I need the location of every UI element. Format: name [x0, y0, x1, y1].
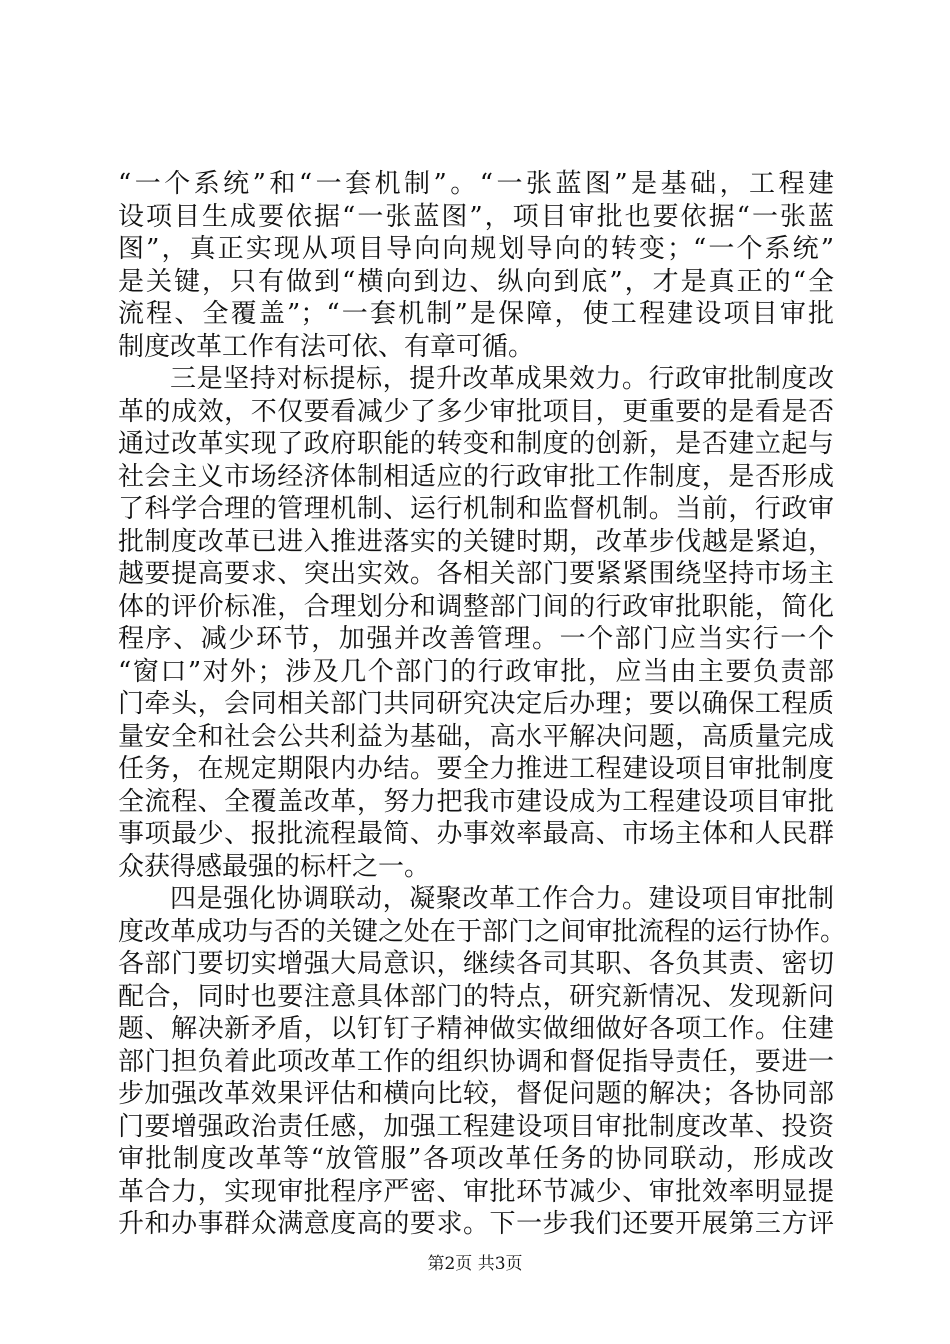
text-line: 三是坚持对标提标，提升改革成果效力。行政审批制度改	[170, 364, 834, 394]
text-line: 是关键，只有做到“横向到边、纵向到底”，才是真正的“全	[118, 266, 834, 297]
text-line: 事项最少、报批流程最简、办事效率最高、市场主体和人民群	[118, 819, 834, 849]
text-line: 全流程、全覆盖改革，努力把我市建设成为工程建设项目审批	[118, 786, 834, 817]
text-line: 众获得感最强的标杆之一。	[118, 851, 431, 882]
text-line: 社会主义市场经济体制相适应的行政审批工作制度，是否形成	[118, 461, 834, 492]
text-line: 步加强改革效果评估和横向比较，督促问题的解决；各协同部	[118, 1079, 834, 1109]
paragraph	[118, 883, 847, 1241]
text-line: 审批制度改革等“放管服”各项改革任务的协同联动，形成改	[118, 1144, 834, 1174]
text-line: 四是强化协调联动，凝聚改革工作合力。建设项目审批制	[170, 884, 834, 914]
text-line: 批制度改革已进入推进落实的关键时期，改革步伐越是紧迫，	[118, 526, 834, 557]
text-line: 革的成效，不仅要看减少了多少审批项目，更重要的是看是否	[118, 396, 834, 427]
text-line: 越要提高要求、突出实效。各相关部门要紧紧围绕坚持市场主	[118, 559, 834, 589]
text-line: “一个系统”和“一套机制”。“一张蓝图”是基础，工程建	[118, 169, 834, 199]
text-line: 通过改革实现了政府职能的转变和制度的创新，是否建立起与	[118, 429, 834, 459]
text-line: 量安全和社会公共利益为基础，高水平解决问题，高质量完成	[118, 721, 834, 752]
text-line: 各部门要切实增强大局意识，继续各司其职、各负其责、密切	[118, 949, 834, 979]
text-line: 题、解决新矛盾，以钉钉子精神做实做细做好各项工作。住建	[118, 1014, 834, 1044]
text-line: 升和办事群众满意度高的要求。下一步我们还要开展第三方评	[118, 1209, 834, 1239]
text-line: 了科学合理的管理机制、运行机制和监督机制。当前，行政审	[118, 494, 834, 524]
text-line: 度改革成功与否的关键之处在于部门之间审批流程的运行协作。	[118, 916, 847, 947]
text-line: 门牵头，会同相关部门共同研究决定后办理；要以确保工程质	[118, 689, 834, 719]
text-line: 配合，同时也要注意具体部门的特点，研究新情况、发现新问	[118, 981, 834, 1012]
text-line: “窗口”对外；涉及几个部门的行政审批，应当由主要负责部	[118, 656, 834, 687]
paragraph	[118, 363, 834, 883]
text-line: 门要增强政治责任感，加强工程建设项目审批制度改革、投资	[118, 1111, 834, 1142]
page-footer: 第2页 共3页	[427, 1254, 523, 1274]
text-line: 革合力，实现审批程序严密、审批环节减少、审批效率明显提	[118, 1176, 834, 1207]
text-line: 部门担负着此项改革工作的组织协调和督促指导责任，要进一	[118, 1046, 834, 1077]
text-line: 设项目生成要依据“一张蓝图”，项目审批也要依据“一张蓝	[118, 201, 834, 232]
paragraph	[118, 168, 834, 363]
text-line: 流程、全覆盖”；“一套机制”是保障，使工程建设项目审批	[118, 299, 834, 329]
text-line: 体的评价标准，合理划分和调整部门间的行政审批职能，简化	[118, 591, 834, 622]
document-body	[118, 168, 847, 1241]
text-line: 任务，在规定期限内办结。要全力推进工程建设项目审批制度	[118, 754, 834, 784]
text-line: 图”，真正实现从项目导向向规划导向的转变；“一个系统”	[118, 234, 834, 264]
text-line: 程序、减少环节，加强并改善管理。一个部门应当实行一个	[118, 624, 834, 654]
text-line: 制度改革工作有法可依、有章可循。	[118, 331, 535, 362]
